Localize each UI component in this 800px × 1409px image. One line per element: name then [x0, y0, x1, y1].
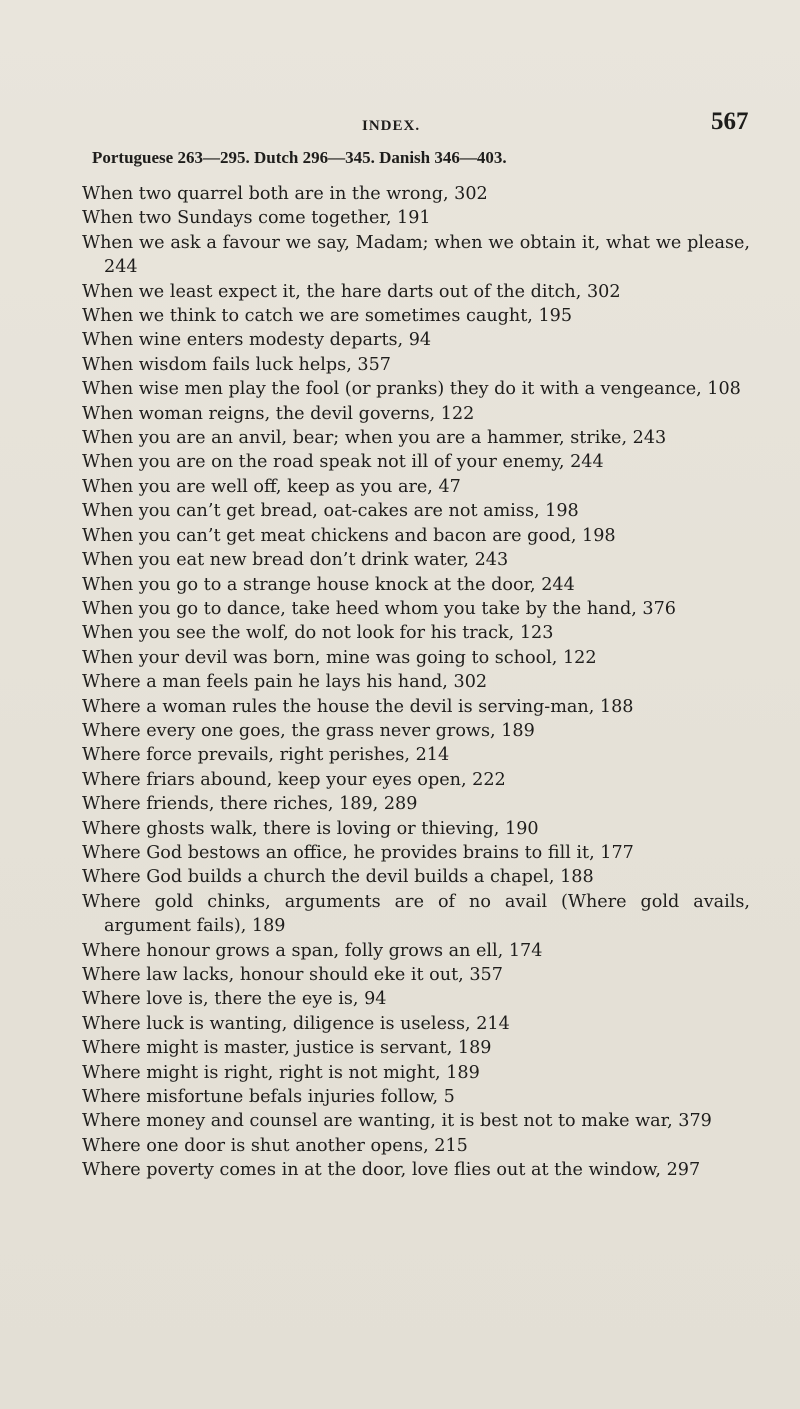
index-entry: Where misfortune befals injuries follow, 5 [82, 1087, 455, 1108]
index-entry: Where poverty comes in at the door, love flies out at the window, 297 [82, 1160, 701, 1181]
index-entry: Where force prevails, right perishes, 214 [82, 745, 450, 766]
index-entry: When wise men play the fool (or pranks) they do it with a vengeance, 108 [82, 379, 741, 400]
index-entry: Where friends, there riches, 189, 289 [82, 794, 418, 815]
index-entry: Where a man feels pain he lays his hand, 302 [82, 672, 488, 693]
index-entry: Where might is right, right is not might, 189 [82, 1062, 480, 1083]
index-entry: Where ghosts walk, there is loving or thieving, 190 [82, 818, 539, 839]
index-entry: Where money and counsel are wanting, it is best not to make war, 379 [82, 1111, 712, 1132]
index-entry: Where every one goes, the grass never grows, 189 [82, 720, 535, 741]
index-entry: When two Sundays come together, 191 [82, 208, 431, 229]
index-entry: Where gold chinks, arguments are of no avail (Where gold avails, argument fails), 189 [82, 891, 750, 937]
index-entry: When you can’t get meat chickens and bacon are good, 198 [82, 525, 616, 546]
index-entry: When we least expect it, the hare darts out of the ditch, 302 [82, 281, 621, 302]
running-head [0, 108, 800, 144]
index-entry: When you go to dance, take heed whom you take by the hand, 376 [82, 598, 676, 619]
index-entry: When your devil was born, mine was going to school, 122 [82, 647, 597, 668]
index-entry: Where friars abound, keep your eyes open, 222 [82, 769, 506, 790]
index-entry: When we ask a favour we say, Madam; when we obtain it, what we please, 244 [82, 232, 750, 278]
index-entry: When wisdom fails luck helps, 357 [82, 354, 391, 375]
index-entry: When you eat new bread don’t drink water, 243 [82, 550, 509, 571]
index-entry: Where love is, there the eye is, 94 [82, 989, 387, 1010]
running-head-title: INDEX. [362, 118, 421, 134]
index-entry: Where one door is shut another opens, 215 [82, 1135, 468, 1156]
index-entry: When you are on the road speak not ill of your enemy, 244 [82, 452, 604, 473]
index-entry: When you are well off, keep as you are, 47 [82, 476, 461, 497]
index-entry: Where might is master, justice is servant, 189 [82, 1038, 492, 1059]
index-entry: When wine enters modesty departs, 94 [82, 330, 432, 351]
index-entry: Where law lacks, honour should eke it out, 357 [82, 965, 503, 985]
index-entry: When you are an anvil, bear; when you are a hammer, strike, 243 [82, 428, 667, 449]
index-entry: Where honour grows a span, folly grows an ell, 174 [82, 940, 543, 961]
index-entry: Where God builds a church the devil builds a chapel, 188 [82, 867, 594, 888]
index-entry: When woman reigns, the devil governs, 122 [82, 403, 475, 424]
index-entry: When you go to a strange house knock at the door, 244 [82, 574, 575, 595]
section-ranges: Portuguese 263—295. Dutch 296—345. Danish 346—403. [92, 148, 507, 167]
index-entry: When two quarrel both are in the wrong, 302 [82, 184, 488, 204]
index-entries [82, 182, 750, 1183]
index-entry: Where God bestows an office, he provides brains to fill it, 177 [82, 842, 634, 863]
page-number: 567 [711, 108, 749, 135]
index-entry: When you see the wolf, do not look for his track, 123 [82, 623, 554, 644]
index-entry: Where a woman rules the house the devil is serving-man, 188 [82, 696, 634, 717]
index-entry: Where luck is wanting, diligence is useless, 214 [82, 1013, 510, 1034]
index-entry: When you can’t get bread, oat-cakes are not amiss, 198 [82, 501, 579, 522]
index-entry: When we think to catch we are sometimes caught, 195 [82, 306, 573, 327]
